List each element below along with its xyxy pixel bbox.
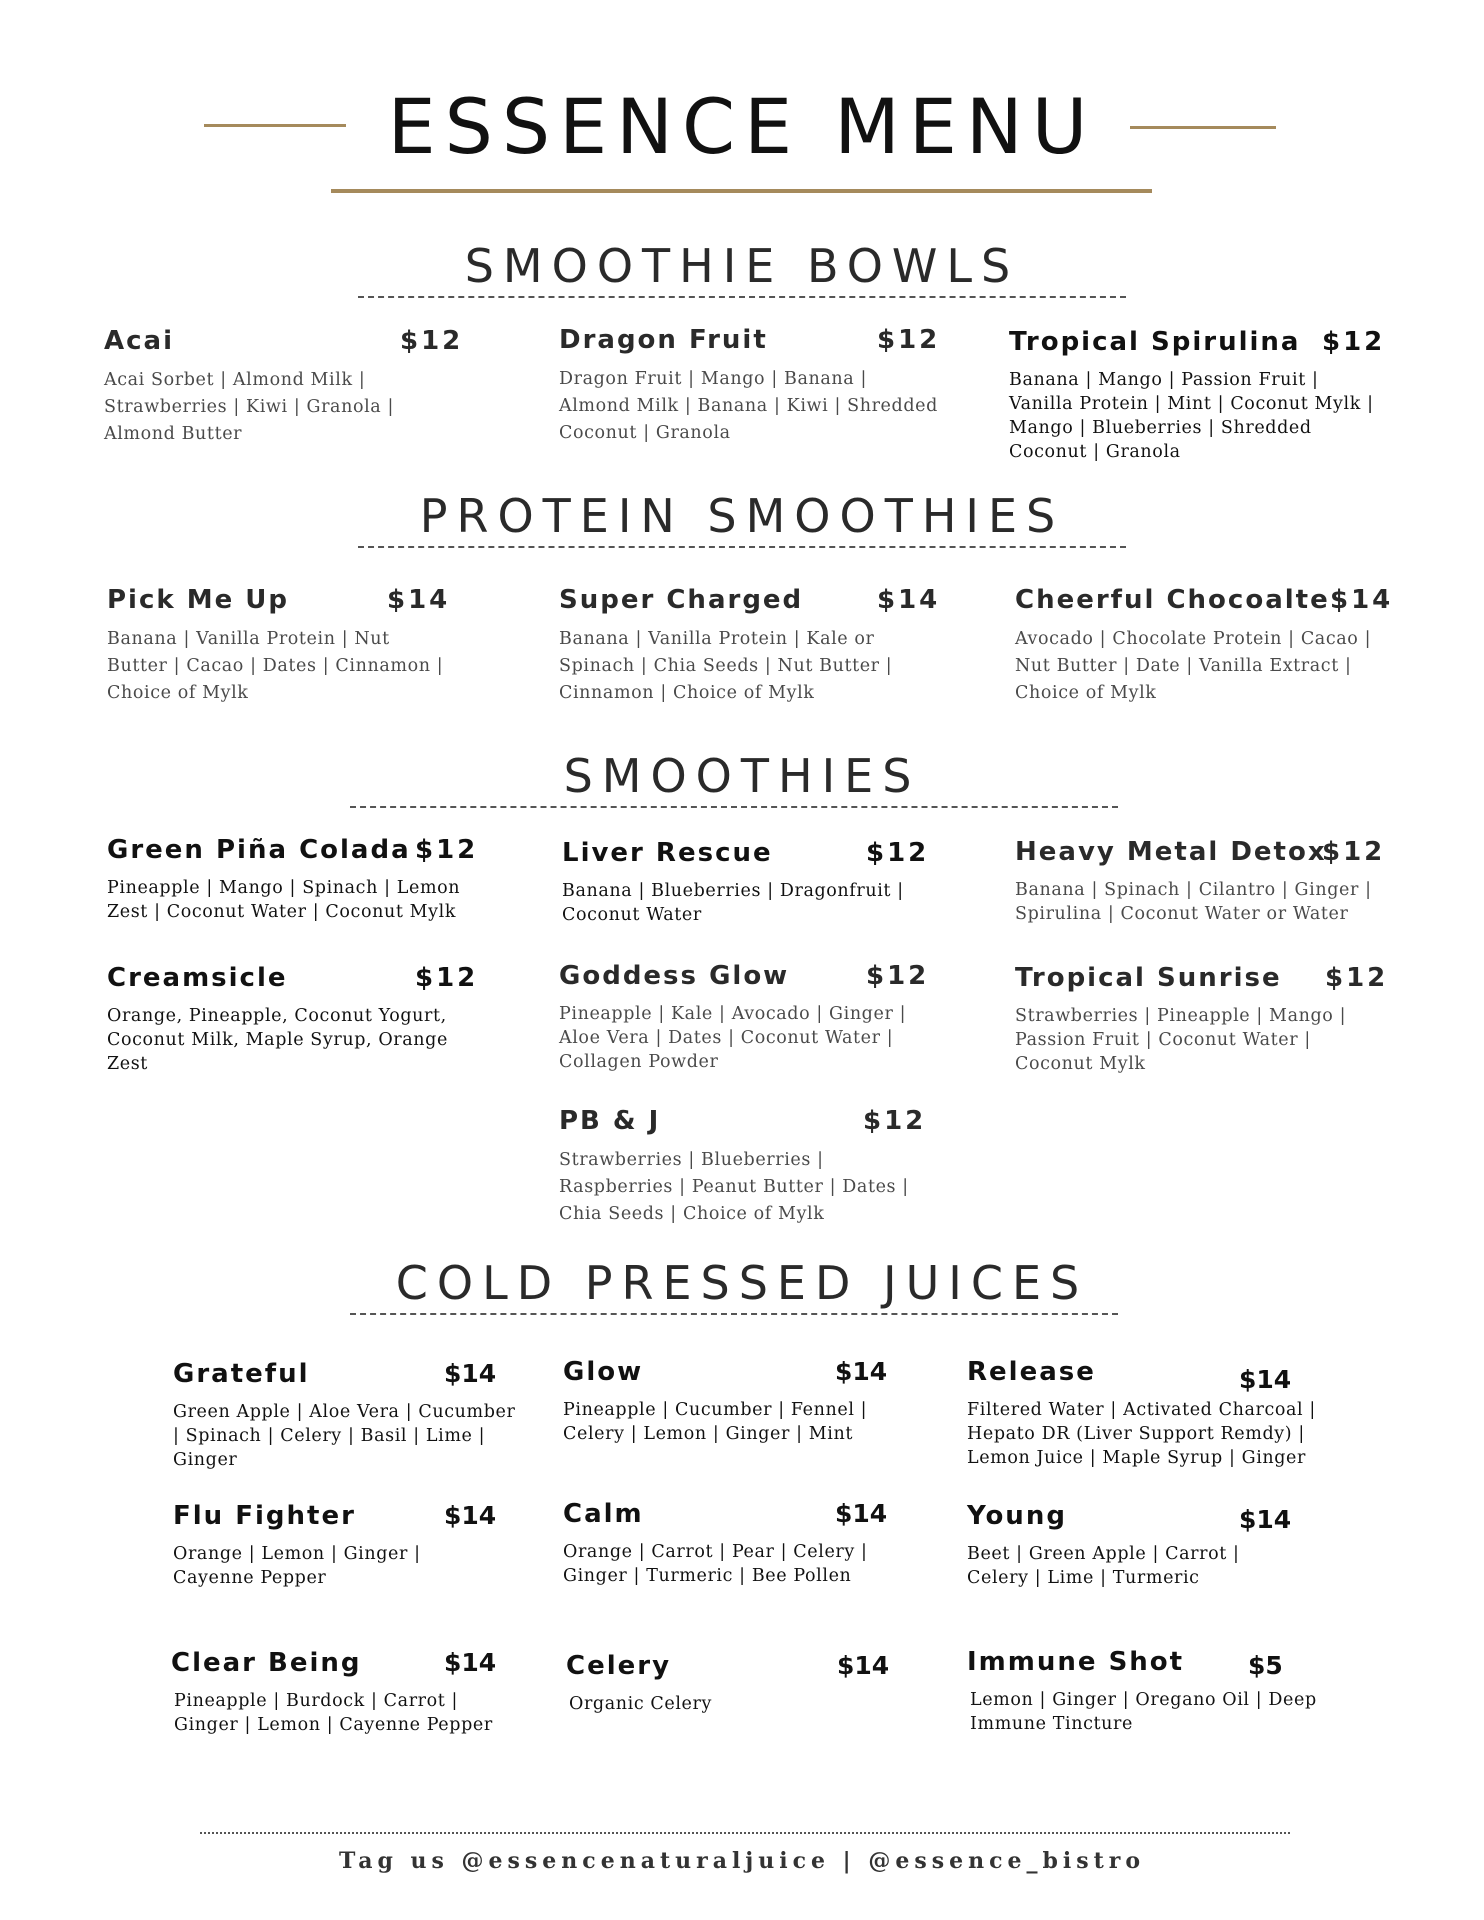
- item-name: Glow: [563, 1357, 644, 1387]
- item-price: $12: [1325, 963, 1389, 993]
- item-name: Release: [967, 1357, 1096, 1387]
- item-price: $12: [1322, 327, 1386, 357]
- item-name: Heavy Metal Detox: [1015, 837, 1327, 867]
- item-name: Young: [967, 1501, 1067, 1531]
- item-price: $14: [444, 1501, 497, 1530]
- item-price: $14: [444, 1359, 497, 1388]
- item-name: Green Piña Colada: [107, 835, 411, 865]
- item-price: $14: [387, 585, 451, 615]
- item-description: Orange | Carrot | Pear | Celery | Ginger | Turmeric | Bee Pollen: [563, 1542, 868, 1586]
- footer-social-tags: Tag us @essencenaturaljuice | @essence_bistro: [338, 1848, 1146, 1874]
- section-title-smoothies: SMOOTHIES: [563, 749, 921, 803]
- item-name: Cheerful Chocoalte: [1015, 585, 1330, 615]
- item-price: $12: [400, 326, 464, 356]
- item-description: Dragon Fruit | Mango | Banana | Almond Milk | Banana | Kiwi | Shredded Coconut | Granola: [559, 369, 938, 443]
- section-title-smoothie-bowls: SMOOTHIE BOWLS: [464, 239, 1020, 293]
- item-name: Clear Being: [171, 1648, 362, 1678]
- item-price: $12: [415, 835, 479, 865]
- item-name: Tropical Spirulina: [1009, 327, 1301, 357]
- item-price: $12: [863, 1106, 927, 1136]
- item-price: $14: [1330, 585, 1394, 615]
- section-title-cold-pressed-juices: COLD PRESSED JUICES: [395, 1256, 1089, 1310]
- title-underline: [331, 189, 1152, 193]
- item-description: Green Apple | Aloe Vera | Cucumber | Spinach | Celery | Basil | Lime | Ginger: [173, 1402, 516, 1470]
- item-description: Banana | Mango | Passion Fruit | Vanilla Protein | Mint | Coconut Mylk | Mango | Blueberries | Shredded Coconut | Granola: [1009, 370, 1374, 462]
- item-name: PB & J: [559, 1106, 661, 1136]
- item-price: $12: [877, 325, 941, 355]
- item-description: Banana | Spinach | Cilantro | Ginger | Spirulina | Coconut Water or Water: [1015, 880, 1372, 924]
- item-description: Organic Celery: [569, 1694, 712, 1714]
- item-name: Acai: [104, 326, 174, 356]
- section-divider: [350, 806, 1118, 808]
- section-title-protein-smoothies: PROTEIN SMOOTHIES: [419, 489, 1065, 543]
- item-description: Banana | Blueberries | Dragonfruit | Coconut Water: [562, 881, 904, 925]
- section-divider: [358, 546, 1126, 548]
- item-description: Orange, Pineapple, Coconut Yogurt, Coconut Milk, Maple Syrup, Orange Zest: [107, 1006, 448, 1074]
- item-description: Filtered Water | Activated Charcoal | Hepato DR (Liver Support Remdy) | Lemon Juice | Maple Syrup | Ginger: [967, 1400, 1316, 1468]
- item-description: Banana | Vanilla Protein | Nut Butter | Cacao | Dates | Cinnamon | Choice of Mylk: [107, 629, 444, 703]
- item-description: Pineapple | Kale | Avocado | Ginger | Aloe Vera | Dates | Coconut Water | Collagen Powder: [559, 1004, 907, 1072]
- menu-title: ESSENCE MENU: [387, 82, 1097, 171]
- item-price: $14: [835, 1357, 888, 1386]
- item-name: Creamsicle: [107, 963, 288, 993]
- item-description: Orange | Lemon | Ginger | Cayenne Pepper: [173, 1544, 421, 1588]
- item-name: Pick Me Up: [107, 585, 290, 615]
- item-price: $12: [415, 963, 479, 993]
- item-name: Calm: [563, 1499, 644, 1529]
- item-description: Lemon | Ginger | Oregano Oil | Deep Immune Tincture: [970, 1690, 1317, 1734]
- item-description: Pineapple | Mango | Spinach | Lemon Zest | Coconut Water | Coconut Mylk: [107, 878, 461, 922]
- item-name: Celery: [566, 1651, 672, 1681]
- item-name: Tropical Sunrise: [1015, 963, 1282, 993]
- item-name: Goddess Glow: [559, 961, 790, 991]
- item-name: Flu Fighter: [173, 1501, 356, 1531]
- item-description: Banana | Vanilla Protein | Kale or Spinach | Chia Seeds | Nut Butter | Cinnamon | Choice of Mylk: [559, 629, 893, 703]
- section-divider: [358, 296, 1126, 298]
- footer-divider: [200, 1832, 1290, 1834]
- item-name: Grateful: [173, 1359, 310, 1389]
- item-price: $14: [1239, 1365, 1292, 1394]
- item-price: $5: [1248, 1651, 1283, 1680]
- item-description: Strawberries | Blueberries | Raspberries | Peanut Butter | Dates | Chia Seeds | Choice of Mylk: [559, 1150, 909, 1224]
- item-price: $14: [835, 1499, 888, 1528]
- item-description: Pineapple | Cucumber | Fennel | Celery | Lemon | Ginger | Mint: [563, 1400, 868, 1444]
- item-description: Strawberries | Pineapple | Mango | Passion Fruit | Coconut Water | Coconut Mylk: [1015, 1006, 1347, 1074]
- item-description: Beet | Green Apple | Carrot | Celery | Lime | Turmeric: [967, 1544, 1240, 1588]
- item-description: Acai Sorbet | Almond Milk | Strawberries | Kiwi | Granola | Almond Butter: [104, 370, 394, 444]
- item-name: Super Charged: [559, 585, 804, 615]
- item-price: $12: [1322, 837, 1386, 867]
- item-description: Pineapple | Burdock | Carrot | Ginger | Lemon | Cayenne Pepper: [174, 1691, 493, 1735]
- section-divider: [350, 1313, 1118, 1315]
- item-price: $14: [837, 1651, 890, 1680]
- item-name: Dragon Fruit: [559, 325, 768, 355]
- item-price: $14: [444, 1648, 497, 1677]
- item-price: $12: [866, 961, 930, 991]
- item-price: $14: [1239, 1505, 1292, 1534]
- item-price: $14: [877, 585, 941, 615]
- item-price: $12: [866, 838, 930, 868]
- item-name: Liver Rescue: [562, 838, 773, 868]
- item-description: Avocado | Chocolate Protein | Cacao | Nut Butter | Date | Vanilla Extract | Choice of Mylk: [1015, 629, 1372, 703]
- item-name: Immune Shot: [967, 1647, 1185, 1677]
